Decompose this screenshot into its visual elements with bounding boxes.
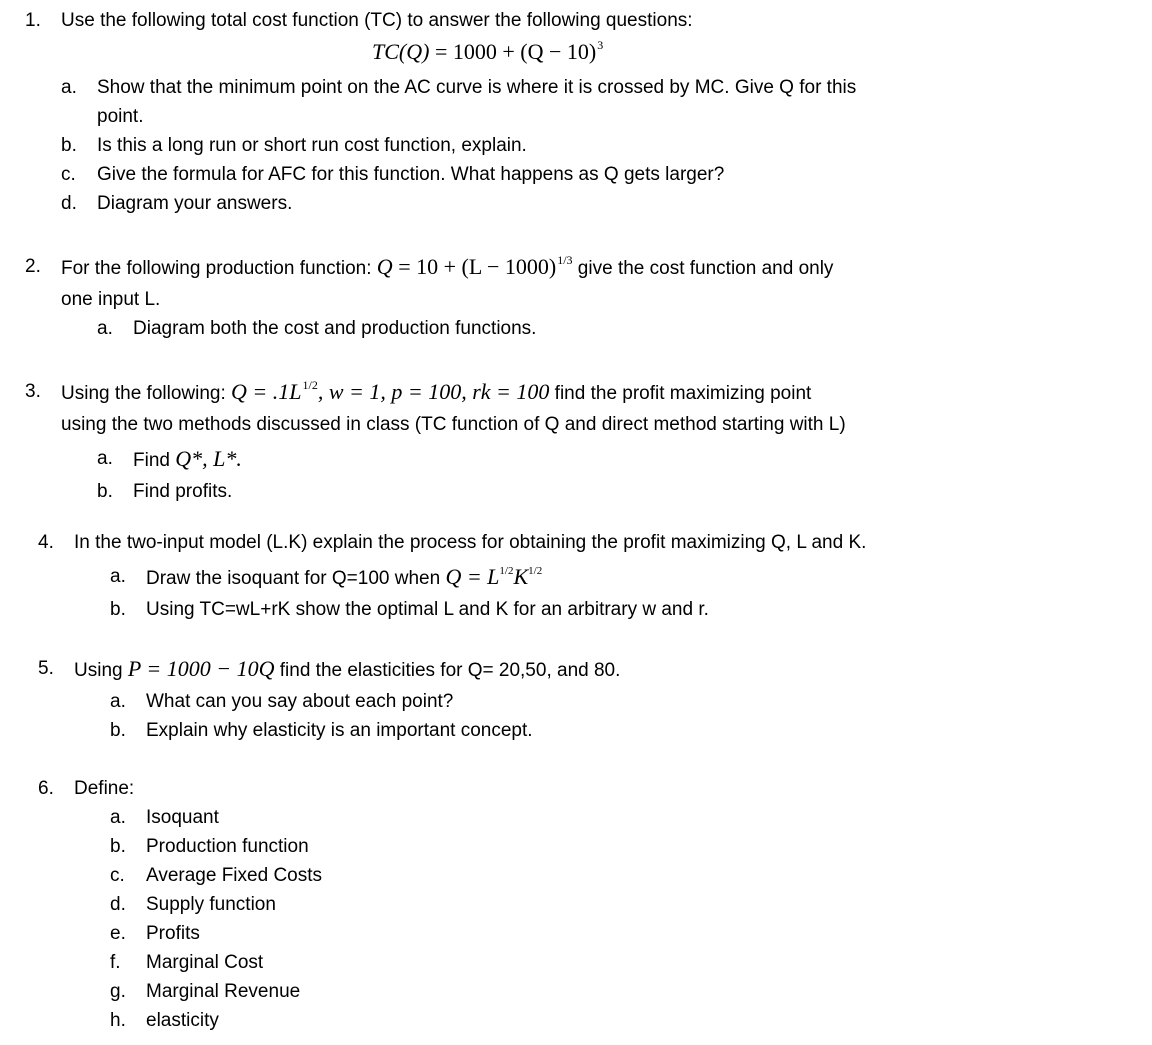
q2-text-cont: one input L.: [61, 289, 161, 310]
q2-text-before: For the following production function:: [61, 258, 377, 279]
q2a-text: Diagram both the cost and production functions.: [133, 318, 537, 339]
q1-text: Use the following total cost function (TC) to answer the following questions:: [61, 10, 693, 31]
q1d-letter: d.: [61, 193, 77, 214]
q5a-letter: a.: [110, 691, 126, 712]
q1-formula-lhs: TC(Q): [372, 39, 430, 64]
q4a-math-lhs: Q = L: [445, 564, 500, 589]
q2-line: [61, 253, 834, 281]
q5b-text: Explain why elasticity is an important concept.: [146, 720, 533, 741]
q3b-letter: b.: [97, 481, 113, 502]
q4-number: 4.: [38, 532, 54, 553]
q1-formula: [372, 38, 604, 66]
q3-number: 3.: [25, 381, 41, 402]
q6c-text: Average Fixed Costs: [146, 865, 323, 886]
q3-formula: [231, 379, 549, 404]
q5-text-after: find the elasticities for Q= 20,50, and 80.: [274, 660, 621, 681]
q4b-text: Using TC=wL+rK show the optimal L and K for an arbitrary w and r.: [146, 599, 709, 620]
q2-formula-lhs: Q: [376, 254, 393, 279]
q1-number: 1.: [25, 10, 41, 31]
q4a-math-exp2: 1/2: [528, 565, 543, 577]
q6d-letter: d.: [110, 894, 126, 915]
q1d-text: Diagram your answers.: [97, 193, 293, 214]
q1b-letter: b.: [61, 135, 77, 156]
q1c-text: Give the formula for AFC for this function. What happens as Q gets larger?: [97, 164, 725, 185]
q3a-letter: a.: [97, 448, 113, 469]
q3a-text: Find: [133, 450, 176, 471]
q6d-text: Supply function: [146, 894, 276, 915]
q2-formula-rhs: = 10 + (L − 1000): [392, 254, 557, 279]
q3-formula-exp: 1/2: [302, 378, 318, 392]
q1-formula-rhs: = 1000 + (Q − 10): [429, 39, 597, 64]
q6a-text: Isoquant: [146, 807, 219, 828]
q4a-text: Draw the isoquant for Q=100 when: [146, 568, 446, 589]
q1a-text: Show that the minimum point on the AC curve is where it is crossed by MC. Give Q for this: [97, 77, 857, 98]
q1-formula-exp: 3: [597, 38, 604, 52]
q6b-letter: b.: [110, 836, 126, 857]
q1a-text-cont: point.: [97, 106, 144, 127]
q6g-letter: g.: [110, 981, 126, 1002]
q6a-letter: a.: [110, 807, 126, 828]
q6h-letter: h.: [110, 1010, 126, 1031]
q3-formula-part1: Q = .1L: [231, 379, 302, 404]
q5b-letter: b.: [110, 720, 126, 741]
q4a-math: [445, 564, 542, 589]
q2-text-after: give the cost function and only: [572, 258, 834, 279]
q5-text-before: Using: [74, 660, 128, 681]
q6e-letter: e.: [110, 923, 126, 944]
q4a-letter: a.: [110, 566, 126, 587]
q4a-line: [146, 566, 542, 592]
q3b-text: Find profits.: [133, 481, 233, 502]
q1c-letter: c.: [61, 164, 76, 185]
q3a-math: Q*, L*.: [175, 446, 242, 471]
q2-formula-exp: 1/3: [557, 253, 573, 267]
q3-formula-part2: , w = 1, p = 100, rk = 100: [317, 379, 550, 404]
q2-number: 2.: [25, 256, 41, 277]
q6h-text: elasticity: [146, 1010, 219, 1031]
q5-formula: P = 1000 − 10Q: [127, 656, 275, 681]
q5-number: 5.: [38, 658, 54, 679]
q4a-math-exp1: 1/2: [499, 565, 514, 577]
q6-number: 6.: [38, 778, 54, 799]
q6c-letter: c.: [110, 865, 125, 886]
q3-text-cont: using the two methods discussed in class (TC function of Q and direct method starting with L): [61, 414, 846, 435]
q4-text: In the two-input model (L.K) explain the process for obtaining the profit maximizing Q, L and K.: [74, 532, 867, 553]
q2-formula: [377, 254, 573, 279]
q5a-text: What can you say about each point?: [146, 691, 454, 712]
q6-text: Define:: [74, 778, 135, 799]
q3a-line: [133, 448, 242, 472]
q4b-letter: b.: [110, 599, 126, 620]
q6f-text: Marginal Cost: [146, 952, 264, 973]
q4a-math-k: K: [513, 564, 529, 589]
q2a-letter: a.: [97, 318, 113, 339]
q6g-text: Marginal Revenue: [146, 981, 301, 1002]
q3-text-before: Using the following:: [61, 383, 232, 404]
q1b-text: Is this a long run or short run cost function, explain.: [97, 135, 527, 156]
q3-text-after: find the profit maximizing point: [549, 383, 812, 404]
q6b-text: Production function: [146, 836, 309, 857]
q6e-text: Profits: [146, 923, 200, 944]
q6f-letter: f.: [110, 952, 121, 973]
q1a-letter: a.: [61, 77, 77, 98]
q3-line: [61, 378, 812, 406]
q5-line: [74, 658, 620, 682]
